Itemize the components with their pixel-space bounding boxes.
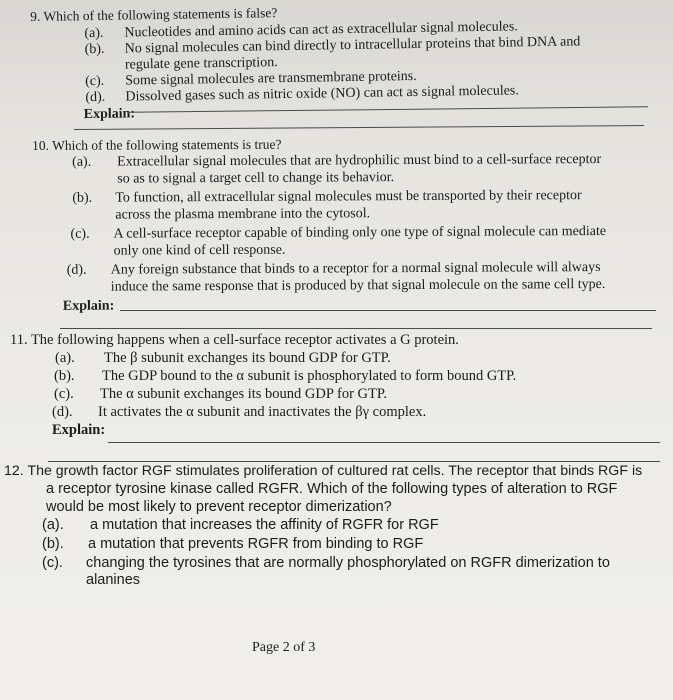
answer-line[interactable]	[60, 328, 652, 329]
option-d: (d). Any foreign substance that binds to a receptor for a normal signal molecule will always induce the same response that is produced by that signal molecule on the same cell type.	[66, 260, 606, 295]
option-a: (a). Nucleotides and amino acids can act as extracellular signal molecules.	[84, 19, 518, 42]
answer-line[interactable]	[120, 310, 656, 311]
option-c: (c). Some signal molecules are transmembrane proteins.	[85, 68, 417, 90]
option-b: (b). To function, all extracellular signal molecules must be transported by their receptor across the plasma membrane into the cytosol.	[72, 188, 582, 223]
question-10	[32, 134, 673, 315]
option-b: (b). No signal molecules can bind directly to intracellular proteins that bind DNA and regulate gene transcription.	[84, 34, 581, 73]
question-9	[30, 0, 672, 124]
question-11	[10, 331, 670, 439]
question-title: 10. Which of the following statements is true?	[32, 136, 282, 153]
option-d: (d). Dissolved gases such as nitric oxide (NO) can act as signal molecules.	[85, 83, 519, 106]
explain-label: Explain:	[52, 422, 106, 438]
question-title: 12. The growth factor RGF stimulates proliferation of cultured rat cells. The receptor that binds RGF is	[4, 463, 643, 479]
option-a: (a). Extracellular signal molecules that are hydrophilic must bind to a cell-surface receptor so as to signal a target cell to change its behavior.	[72, 152, 602, 187]
question-title-line: would be most likely to prevent receptor dimerization?	[46, 499, 392, 515]
option-a: (a). The β subunit exchanges its bound GDP for GTP.	[55, 350, 391, 366]
explain-label: Explain:	[62, 298, 115, 314]
page-number: Page 2 of 3	[252, 640, 316, 655]
option-b: (b). The GDP bound to the α subunit is phosphorylated to form bound GTP.	[54, 368, 517, 384]
answer-line[interactable]	[108, 442, 660, 443]
question-title-line: a receptor tyrosine kinase called RGFR. Which of the following types of alteration to RGF	[46, 481, 618, 497]
option-c: (c). changing the tyrosines that are normally phosphorylated on RGFR dimerization to alanines	[42, 555, 610, 588]
question-12	[4, 462, 672, 590]
answer-line[interactable]	[74, 125, 644, 130]
option-d: (d). It activates the α subunit and inactivates the βγ complex.	[52, 404, 427, 420]
question-title: 11. The following happens when a cell-surface receptor activates a G protein.	[10, 332, 459, 348]
question-title: 9. Which of the following statements is false?	[30, 5, 278, 24]
option-c: (c). A cell-surface receptor capable of binding only one type of signal molecule can mediate only one kind of cell response.	[70, 223, 607, 259]
explain-label: Explain:	[83, 106, 136, 123]
option-a: (a). a mutation that increases the affinity of RGFR for RGF	[42, 517, 439, 533]
option-c: (c). The α subunit exchanges its bound GDP for GTP.	[54, 386, 387, 402]
option-b: (b). a mutation that prevents RGFR from binding to RGF	[42, 536, 424, 552]
